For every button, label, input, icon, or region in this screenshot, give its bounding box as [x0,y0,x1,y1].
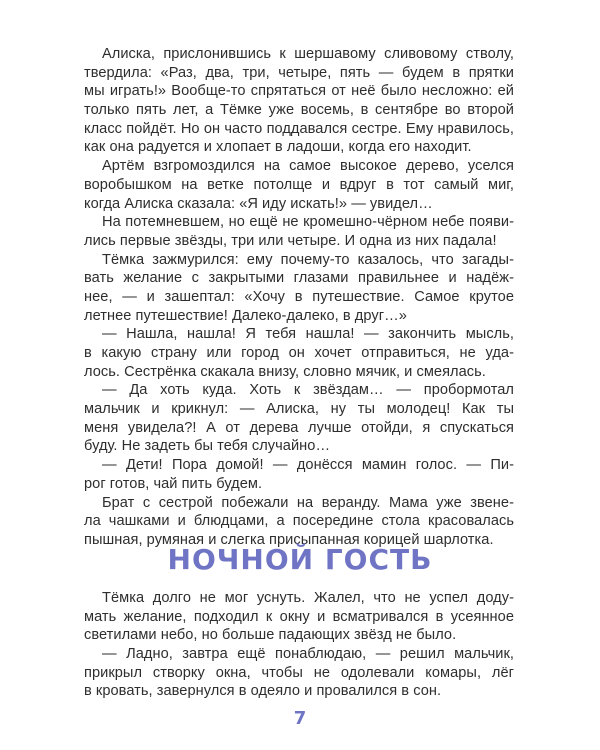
paragraph [84,645,514,701]
text-line: в кровать, завернулся в одеяло и провалился в сон. [84,683,442,700]
text-line: меня увидела?! А от дерева лучше отойди, я спускаться [84,419,514,436]
story-text-top [84,45,514,550]
text-line: буду. Не задеть бы тебя случайно… [84,438,331,455]
text-line: мальчик и крикнул: — Алиска, ну ты молодец! Как ты [84,401,514,418]
paragraph [84,494,514,550]
text-line: светилами небо, но больше падающих звёзд не было. [84,627,457,644]
text-line: Тёмка зажмурился: ему почему-то казалось, что загады- [102,251,514,268]
story-text-bottom [84,589,514,701]
text-line: Тёмка долго не мог уснуть. Жалел, что не успел доду- [102,590,514,606]
paragraph [84,45,514,157]
text-line: пышная, румяная и слегка присыпанная корицей шарлотка. [84,531,494,548]
text-line: Артём взгромоздился на самое высокое дерево, уселся [102,158,514,175]
text-line: Алиска, прислонившись к шершавому сливовому стволу, [102,46,514,62]
text-line: только пять лет, а Тёмке уже восемь, в сентябре во второй [84,102,514,119]
text-line: мать желание, подходил к окну и всматривался в усеянное [84,608,514,625]
text-line: мы играть!» Вообще-то спрятаться от неё было несложно: ей [84,83,514,100]
paragraph [84,251,514,326]
chapter-title: НОЧНОЙ ГОСТЬ [167,543,433,576]
text-line: воробышком на ветке потолще и вдруг в тот самый миг, [84,176,514,193]
paragraph [84,157,514,213]
text-line: вать желание с закрытыми глазами правильнее и надёж- [84,270,514,287]
text-line: — Да хоть куда. Хоть к звёздам… — пробормотал [102,382,514,399]
text-line: в какую страну или город он хочет отправиться, не уда- [84,345,514,361]
paragraph [84,589,514,645]
text-line: На потемневшем, но ещё не кромешно-чёрном небе появи- [102,214,514,231]
text-line: — Нашла, нашла! Я тебя нашла! — закончить мысль, [102,326,514,343]
text-line: как она радуется и хлопает в ладоши, когда его находит. [84,139,472,156]
text-line: — Дети! Пора домой! — донёсся мамин голос. — Пи- [102,457,514,474]
text-line: Брат с сестрой побежали на веранду. Мама уже звене- [102,494,514,511]
paragraph [84,381,514,456]
paragraph [84,213,514,250]
text-line: лись первые звёзды, три или четыре. И одна из них падала! [84,232,497,249]
text-line: твердила: «Раз, два, три, четыре, пять — будем в прятки [84,64,514,81]
text-line: нее, — и зашептал: «Хочу в путешествие. Самое крутое [84,288,514,305]
text-line: летнее путешествие! Далеко-далеко, в друг…» [84,307,407,324]
page-number: 7 [293,708,307,729]
text-line: рог готов, чай пить будем. [84,475,263,492]
paragraph [84,325,514,381]
paragraph [84,456,514,493]
text-line: ла чашками и блюдцами, а посередине стола красовалась [84,513,514,530]
text-line: когда Алиска сказала: «Я иду искать!» — увидел… [84,195,433,212]
text-line: — Ладно, завтра ещё понаблюдаю, — решил мальчик, [102,646,514,663]
text-line: класс пойдёт. Но он часто поддавался сестре. Ему нравилось, [84,120,514,137]
text-line: прикрыл створку окна, чтобы не одолевали комары, лёг [84,664,514,681]
text-line: лось. Сестрёнка скакала внизу, словно мячик, и смеялась. [84,363,486,380]
